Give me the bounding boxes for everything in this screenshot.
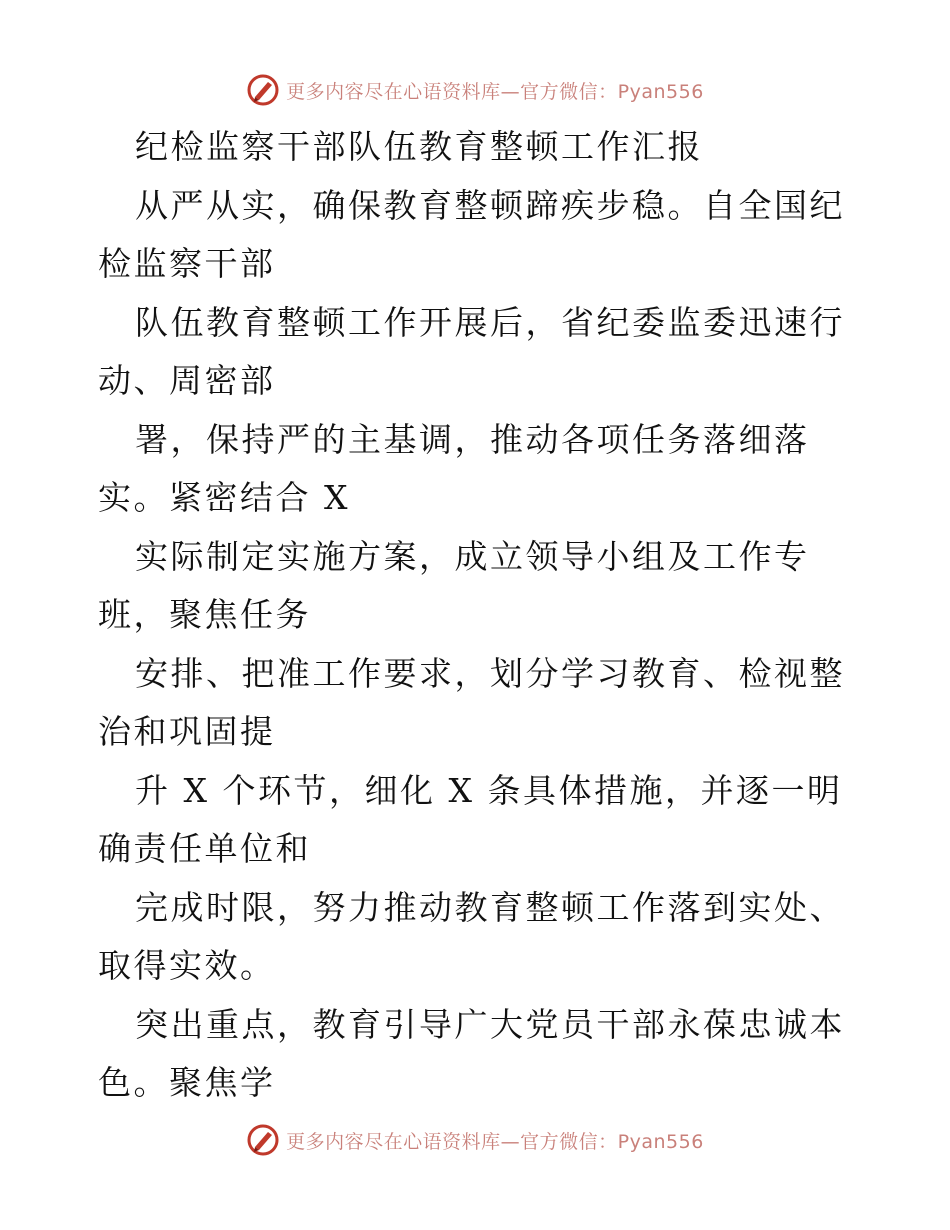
paragraph: 完成时限，努力推动教育整顿工作落到实处、取得实效。 bbox=[98, 887, 845, 985]
paragraph: 署，保持严的主基调，推动各项任务落细落实。紧密结合 X bbox=[98, 419, 810, 517]
watermark-text: 更多内容尽在心语资料库—官方微信：Pyan556 bbox=[286, 80, 704, 103]
pen-in-circle-logo-icon bbox=[246, 73, 280, 107]
paragraph: 队伍教育整顿工作开展后，省纪委监委迅速行动、周密部 bbox=[98, 302, 845, 400]
watermark-text: 更多内容尽在心语资料库—官方微信：Pyan556 bbox=[286, 1130, 704, 1153]
header-watermark bbox=[0, 70, 950, 110]
paragraph: 从严从实，确保教育整顿蹄疾步稳。自全国纪检监察干部 bbox=[98, 185, 845, 283]
paragraph: 安排、把准工作要求，划分学习教育、检视整治和巩固提 bbox=[98, 653, 845, 751]
document-title: 纪检监察干部队伍教育整顿工作汇报 bbox=[135, 127, 703, 166]
paragraph: 突出重点，教育引导广大党员干部永葆忠诚本色。聚焦学 bbox=[98, 1004, 845, 1102]
pen-in-circle-logo-icon bbox=[246, 1123, 280, 1157]
paragraph: 升 X 个环节，细化 X 条具体措施，并逐一明确责任单位和 bbox=[98, 770, 843, 868]
footer-watermark bbox=[0, 1120, 950, 1160]
document-body bbox=[98, 118, 868, 1113]
paragraph: 实际制定实施方案，成立领导小组及工作专班，聚焦任务 bbox=[98, 536, 810, 634]
